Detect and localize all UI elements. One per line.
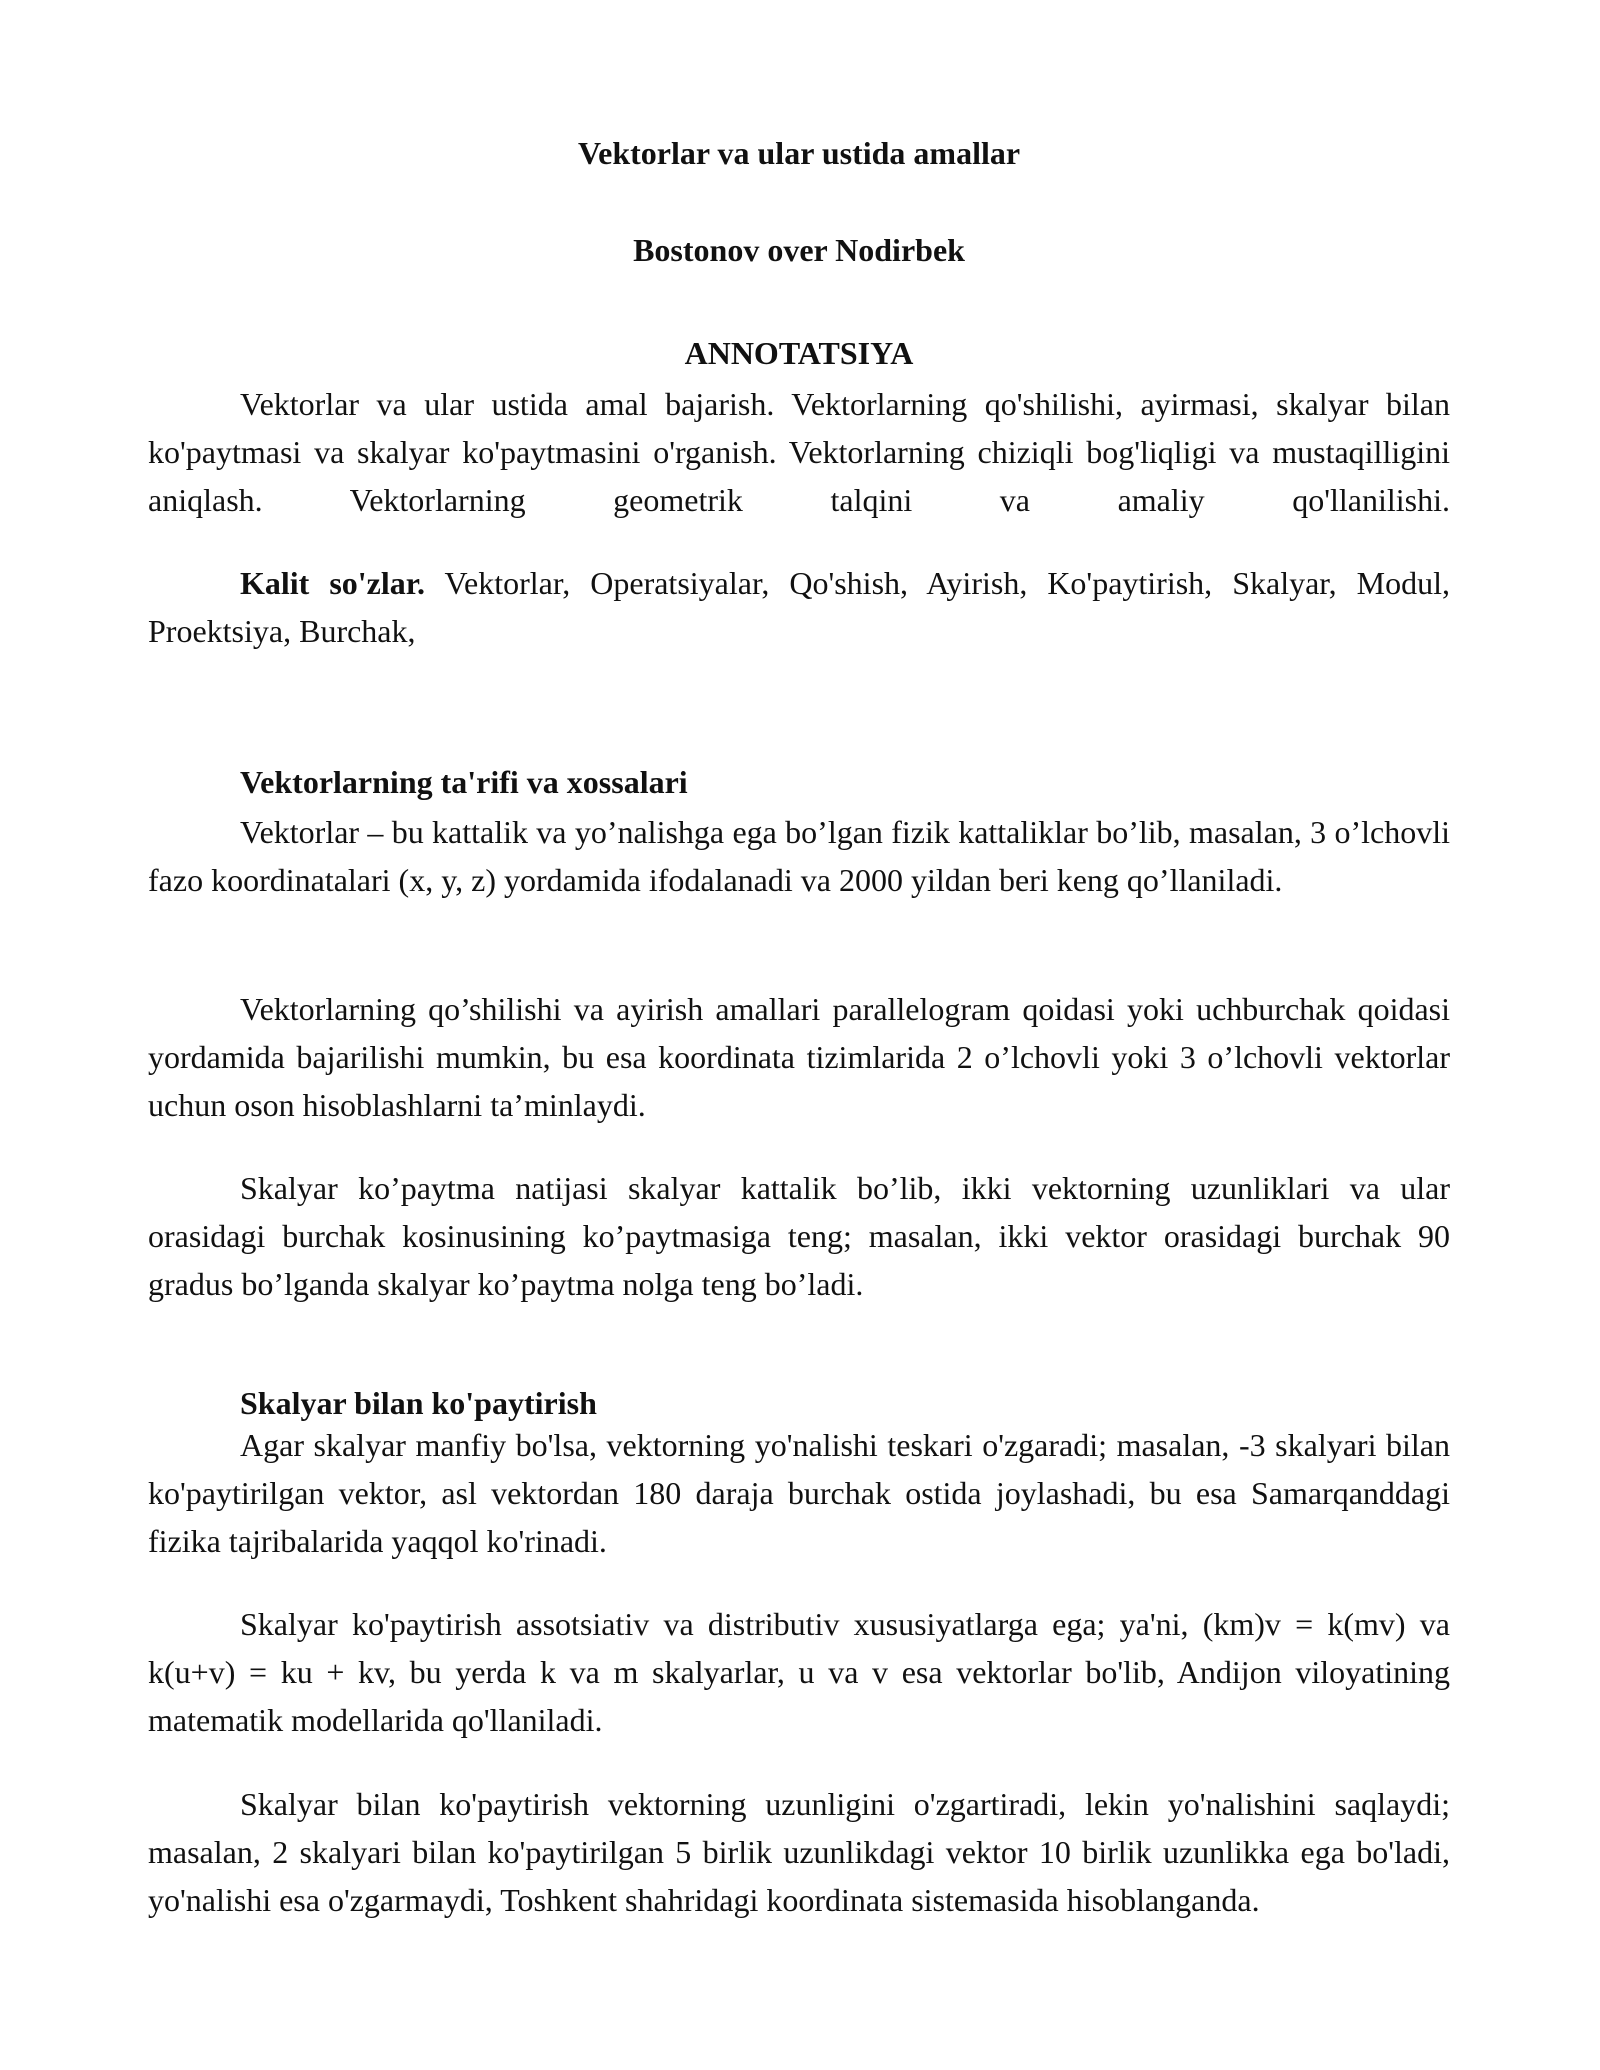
author-name: Bostonov over Nodirbek	[633, 232, 965, 268]
keywords-paragraph	[148, 559, 1450, 655]
keywords-list: Vektorlar, Operatsiyalar, Qo'shish, Ayirish, Ko'paytirish, Skalyar, Modul, Proektsiya, Burchak,	[148, 565, 1451, 649]
section1-paragraph-2: Vektorlarning qo’shilishi va ayirish amallari parallelogram qoidasi yoki uchburchak qoidasi yordamida bajarilishi mumkin, bu esa koordinata tizimlarida 2 o’lchovli yoki 3 o’lchovli vektorlar uchun oson hisoblashlarni ta’minlaydi.	[148, 991, 1450, 1123]
annotation-paragraph: Vektorlar va ular ustida amal bajarish. Vektorlarning qo'shilishi, ayirmasi, skalyar bilan ko'paytmasi va skalyar ko'paytmasini o'rganish. Vektorlarning chiziqli bog'liqligi va mustaqilligini aniqlash. Vektorlarning geometrik talqini va amaliy qo'llanilishi.	[148, 386, 1450, 518]
section2-paragraph-2: Skalyar ko'paytirish assotsiativ va distributiv xususiyatlarga ega; ya'ni, (km)v = k(mv) va k(u+v) = ku + kv, bu yerda k va m skalyarlar, u va v esa vektorlar bo'lib, Andijon viloyatining matematik modellarida qo'llaniladi.	[148, 1606, 1450, 1738]
section2-paragraph-1: Agar skalyar manfiy bo'lsa, vektorning yo'nalishi teskari o'zgaradi; masalan, -3 skalyari bilan ko'paytirilgan vektor, asl vektordan 180 daraja burchak ostida joylashadi, bu esa Samarqanddagi fizika tajribalarida yaqqol ko'rinadi.	[148, 1427, 1450, 1559]
document-title: Vektorlar va ular ustida amallar	[577, 135, 1021, 171]
section1-paragraph-3: Skalyar ko’paytma natijasi skalyar kattalik bo’lib, ikki vektorning uzunliklari va ular orasidagi burchak kosinusining ko’paytmasiga teng; masalan, ikki vektor orasidagi burchak 90 gradus bo’lganda skalyar ko’paytma nolga teng bo’ladi.	[148, 1170, 1450, 1302]
keywords-label: Kalit so'zlar.	[240, 565, 426, 601]
section1-paragraph-1: Vektorlar – bu kattalik va yo’nalishga ega bo’lgan fizik kattaliklar bo’lib, masalan, 3 o’lchovli fazo koordinatalari (x, y, z) yordamida ifodalanadi va 2000 yildan beri keng qo’llaniladi.	[148, 814, 1450, 898]
section-heading-definition: Vektorlarning ta'rifi va xossalari	[240, 764, 688, 800]
annotation-heading: ANNOTATSIYA	[684, 335, 914, 371]
section-heading-scalar-multiplication: Skalyar bilan ko'paytirish	[240, 1385, 597, 1421]
section2-paragraph-3: Skalyar bilan ko'paytirish vektorning uzunligini o'zgartiradi, lekin yo'nalishini saqlaydi; masalan, 2 skalyari bilan ko'paytirilgan 5 birlik uzunlikdagi vektor 10 birlik uzunlikka ega bo'ladi, yo'nalishi esa o'zgarmaydi, Toshkent shahridagi koordinata sistemasida hisoblanganda.	[148, 1786, 1450, 1918]
